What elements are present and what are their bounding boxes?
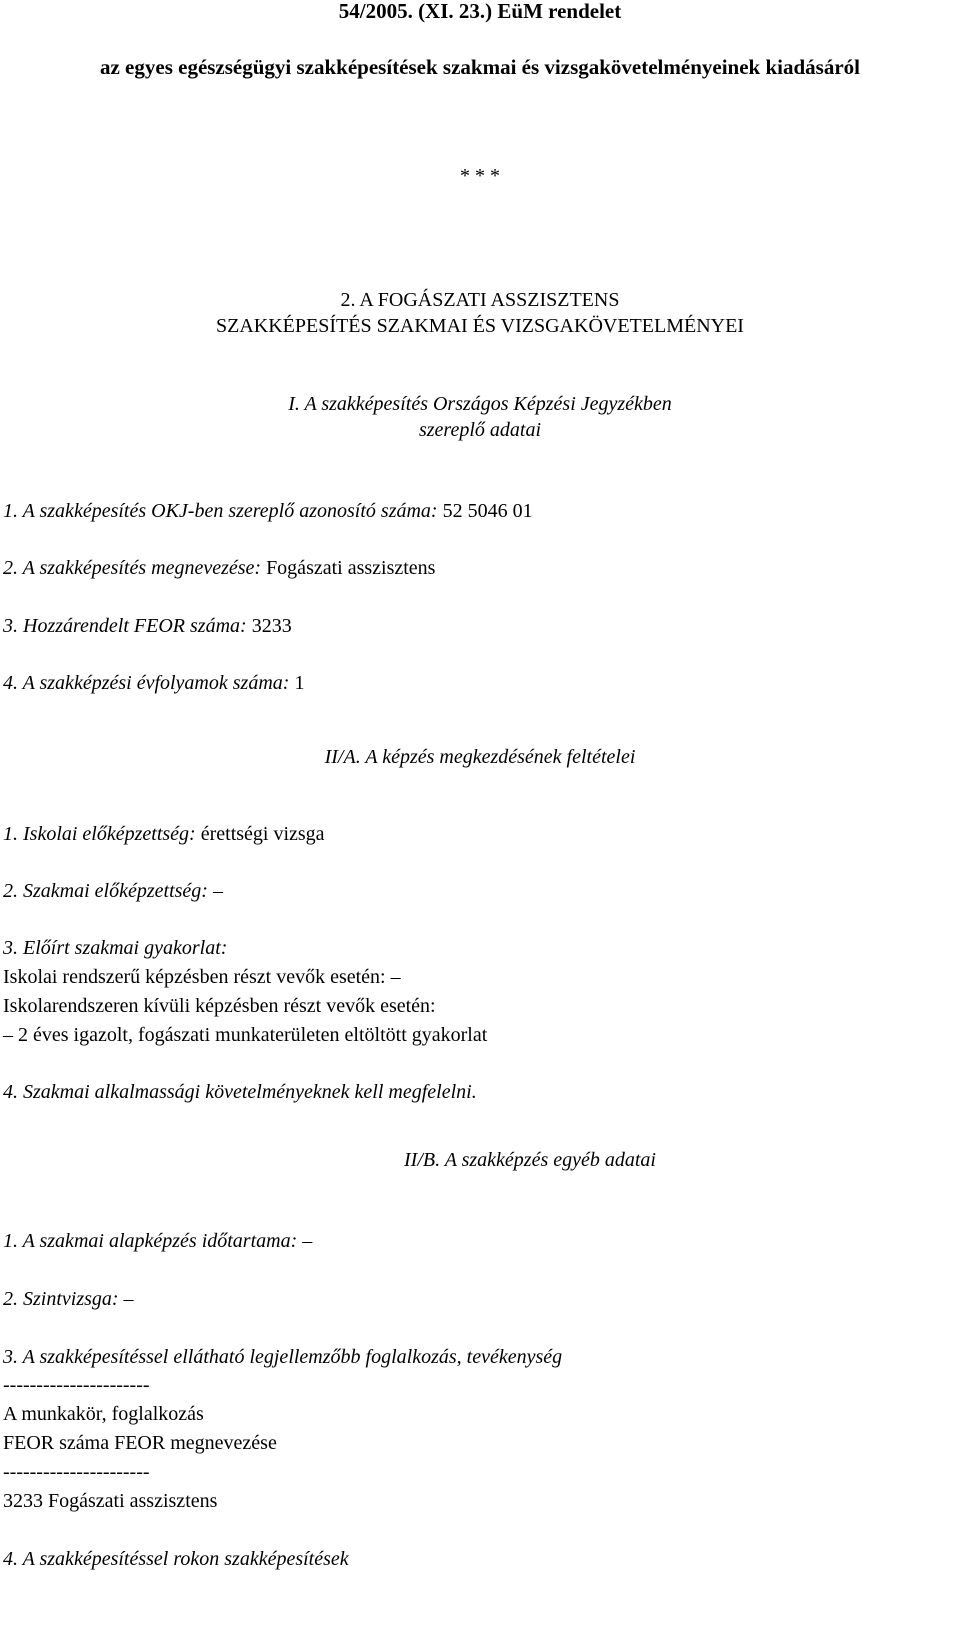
section-iib-heading: II/B. A szakképzés egyéb adatai [404,1149,656,1171]
section-separator-stars: * * * [460,165,500,187]
table-separator: ---------------------- [3,1461,150,1483]
section-iib-item1: 1. A szakmai alapképzés időtartama: – [3,1230,313,1252]
section-i-item [3,555,435,581]
table-row: 3233 Fogászati asszisztens [3,1490,218,1512]
section-i-item [3,613,292,639]
section-iia-item3-line2: Iskolarendszeren kívüli képzésben részt vevők esetén: [3,995,436,1017]
section-iib-item2: 2. Szintvizsga: – [3,1288,134,1310]
item-value: 1 [289,672,305,694]
document-subtitle: az egyes egészségügyi szakképesítések szakmai és vizsgakövetelményeinek kiadásáról [99,55,860,79]
document-title: 54/2005. (XI. 23.) EüM rendelet [338,0,622,23]
table-separator: ---------------------- [3,1374,150,1396]
item-label: 1. Iskolai előképzettség: [3,823,196,845]
section-i-item [3,670,304,696]
item-label: 4. A szakképzési évfolyamok száma: [3,672,290,694]
item-value: Fogászati asszisztens [261,557,436,579]
section-iia-item4: 4. Szakmai alkalmassági követelményeknek kell megfelelni. [3,1081,477,1103]
section-iib-item3: 3. A szakképesítéssel ellátható legjellemzőbb foglalkozás, tevékenység [3,1346,563,1368]
item-value: 3233 [246,615,292,637]
item-label: 1. A szakképesítés OKJ-ben szereplő azonosító száma: [3,500,438,522]
section-iia-item3-line1: Iskolai rendszerű képzésben részt vevők esetén: – [3,966,401,988]
table-header-line2: FEOR száma FEOR megnevezése [3,1432,277,1454]
item-label: 2. A szakképesítés megnevezése: [3,557,262,579]
item-value: érettségi vizsga [195,823,325,845]
section-iia-item1 [3,821,325,847]
section-iia-item2: 2. Szakmai előképzettség: – [3,880,223,902]
chapter-title-line1: 2. A FOGÁSZATI ASSZISZTENS [340,289,620,311]
section-iia-heading: II/A. A képzés megkezdésének feltételei [324,746,636,768]
chapter-title-line2: SZAKKÉPESÍTÉS SZAKMAI ÉS VIZSGAKÖVETELMÉNYEI [216,315,744,337]
section-i-heading-line2: szereplő adatai [418,419,542,441]
item-label: 3. Hozzárendelt FEOR száma: [3,615,247,637]
table-header-line1: A munkakör, foglalkozás [3,1403,204,1425]
item-value: 52 5046 01 [437,500,533,522]
section-iia-item3-label: 3. Előírt szakmai gyakorlat: [3,937,228,959]
section-i-heading-line1: I. A szakképesítés Országos Képzési Jegyzékben [288,393,672,415]
section-iia-item3-line3: – 2 éves igazolt, fogászati munkaterületen eltöltött gyakorlat [3,1024,488,1046]
section-i-item [3,498,533,524]
section-iib-item4: 4. A szakképesítéssel rokon szakképesítések [3,1548,349,1570]
